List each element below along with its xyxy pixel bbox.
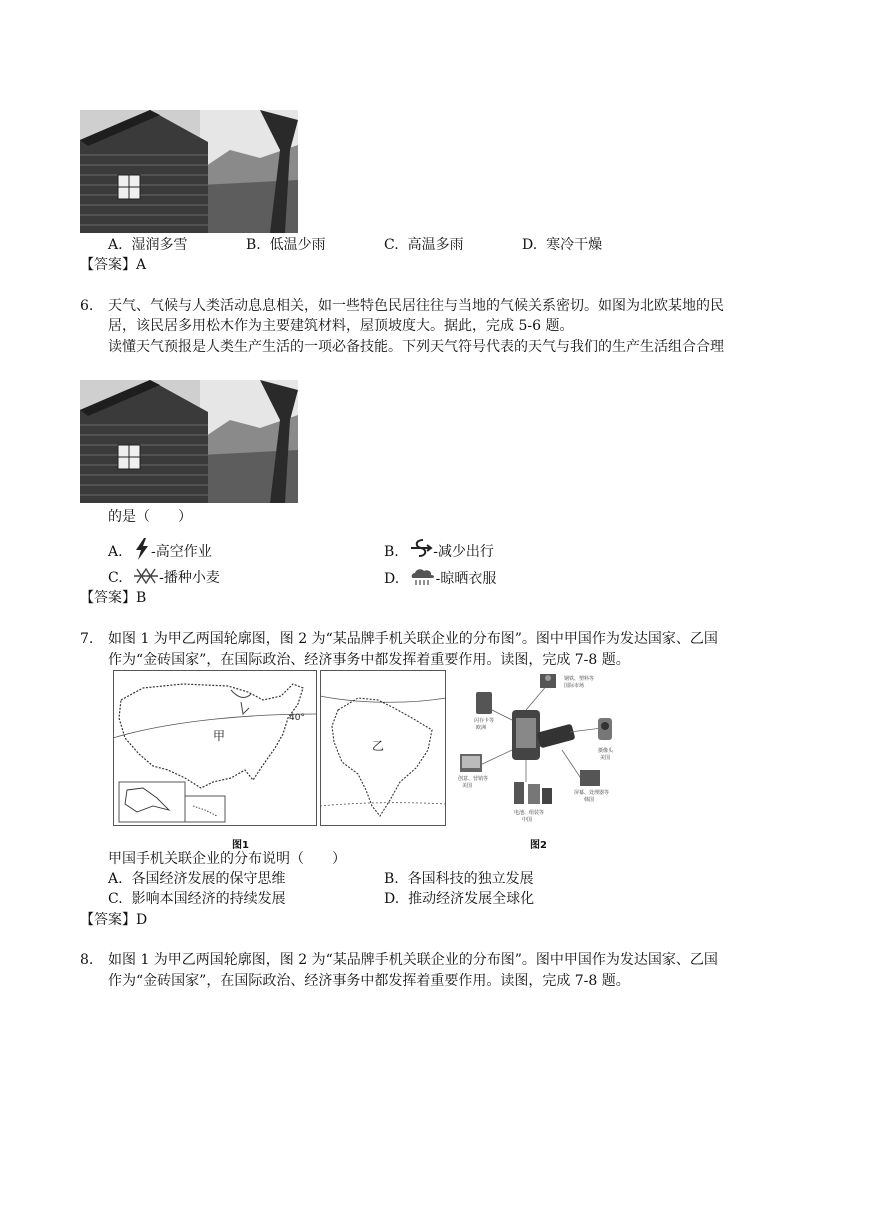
- q8-line-2: 作为“金砖国家”，在国际政治、经济事务中都发挥着重要作用。读图，完成 7-8 题。: [108, 973, 630, 989]
- svg-text:欧洲: 欧洲: [476, 725, 487, 731]
- q7-option-a: A. 各国经济发展的保守思维: [108, 871, 286, 887]
- fig2-label-flash: 闪存卡等: [474, 718, 495, 724]
- q6-answer: 【答案】B: [80, 590, 147, 606]
- q7-stem-tail: 甲国手机关联企业的分布说明（ ）: [108, 851, 346, 867]
- rain-cloud-icon: [410, 567, 436, 587]
- map-country-jia: [113, 670, 317, 826]
- phone-enterprise-diagram: [452, 670, 628, 830]
- q8-line-1: 如图 1 为甲乙两国轮廓图，图 2 为“某品牌手机关联企业的分布图”。图中甲国作为发达国家、乙国: [108, 952, 718, 968]
- figure-1-caption: 图1: [232, 840, 249, 851]
- q6-option-d: D. -晾晒衣服: [384, 567, 496, 588]
- q5-answer: 【答案】A: [80, 257, 147, 273]
- q7-number: 7.: [80, 631, 94, 647]
- q7-answer: 【答案】D: [80, 912, 148, 928]
- latitude-label: 40°: [289, 713, 305, 723]
- log-cabin-photo-2: [80, 380, 298, 503]
- lightning-icon: [133, 538, 151, 560]
- q6-option-b: B. -减少出行: [384, 538, 494, 561]
- q6-number: 6.: [80, 298, 94, 314]
- q7-option-b: B. 各国科技的独立发展: [384, 871, 534, 887]
- fig2-label-camera: 摄像头: [598, 748, 614, 754]
- log-cabin-photo: [80, 110, 298, 233]
- sandstorm-icon: [409, 538, 433, 560]
- q6-option-c: C. -播种小麦: [108, 567, 220, 587]
- fig2-label-battery: 电池、组装等: [514, 810, 545, 816]
- q5-option-d: D. 寒冷干燥: [522, 237, 603, 253]
- q6-option-a: A. -高空作业: [108, 538, 212, 561]
- map-country-yi: [320, 670, 446, 826]
- svg-text:韩国: 韩国: [584, 797, 595, 803]
- figure-2-caption: 图2: [530, 840, 547, 851]
- svg-text:国际市场: 国际市场: [564, 683, 585, 689]
- q7-option-c: C. 影响本国经济的持续发展: [108, 891, 286, 907]
- q7-option-d: D. 推动经济发展全球化: [384, 891, 535, 907]
- q6-stem-tail: 的是（ ）: [108, 509, 192, 525]
- svg-text:美国: 美国: [600, 755, 611, 761]
- fig2-label-steel: 钢铁、塑料等: [564, 676, 595, 682]
- q7-line-1: 如图 1 为甲乙两国轮廓图，图 2 为“某品牌手机关联企业的分布图”。图中甲国作为发达国家、乙国: [108, 631, 718, 647]
- svg-text:中国: 中国: [522, 817, 533, 823]
- svg-text:美国: 美国: [462, 783, 473, 789]
- fig2-label-design: 创意、营销等: [458, 776, 489, 782]
- q7-line-2: 作为“金砖国家”，在国际政治、经济事务中都发挥着重要作用。读图，完成 7-8 题。: [108, 652, 630, 668]
- q6-line-3: 读懂天气预报是人类生产生活的一项必备技能。下列天气符号代表的天气与我们的生产生活组合合理: [108, 339, 724, 355]
- fig2-label-screen: 屏幕、处理器等: [574, 790, 610, 796]
- country-yi-label: 乙: [372, 739, 385, 753]
- country-jia-label: 甲: [213, 729, 226, 743]
- q5-option-b: B. 低温少雨: [246, 237, 326, 253]
- q6-line-2: 居，该民居多用松木作为主要建筑材料，屋顶坡度大。据此，完成 5-6 题。: [108, 318, 574, 334]
- snow-rain-icon: [133, 567, 159, 585]
- q5-option-c: C. 高温多雨: [384, 237, 464, 253]
- q8-number: 8.: [80, 952, 94, 968]
- q6-line-1: 天气、气候与人类活动息息相关，如一些特色民居往往与当地的气候关系密切。如图为北欧某地的民: [108, 298, 724, 314]
- q5-option-a: A. 湿润多雪: [108, 237, 188, 253]
